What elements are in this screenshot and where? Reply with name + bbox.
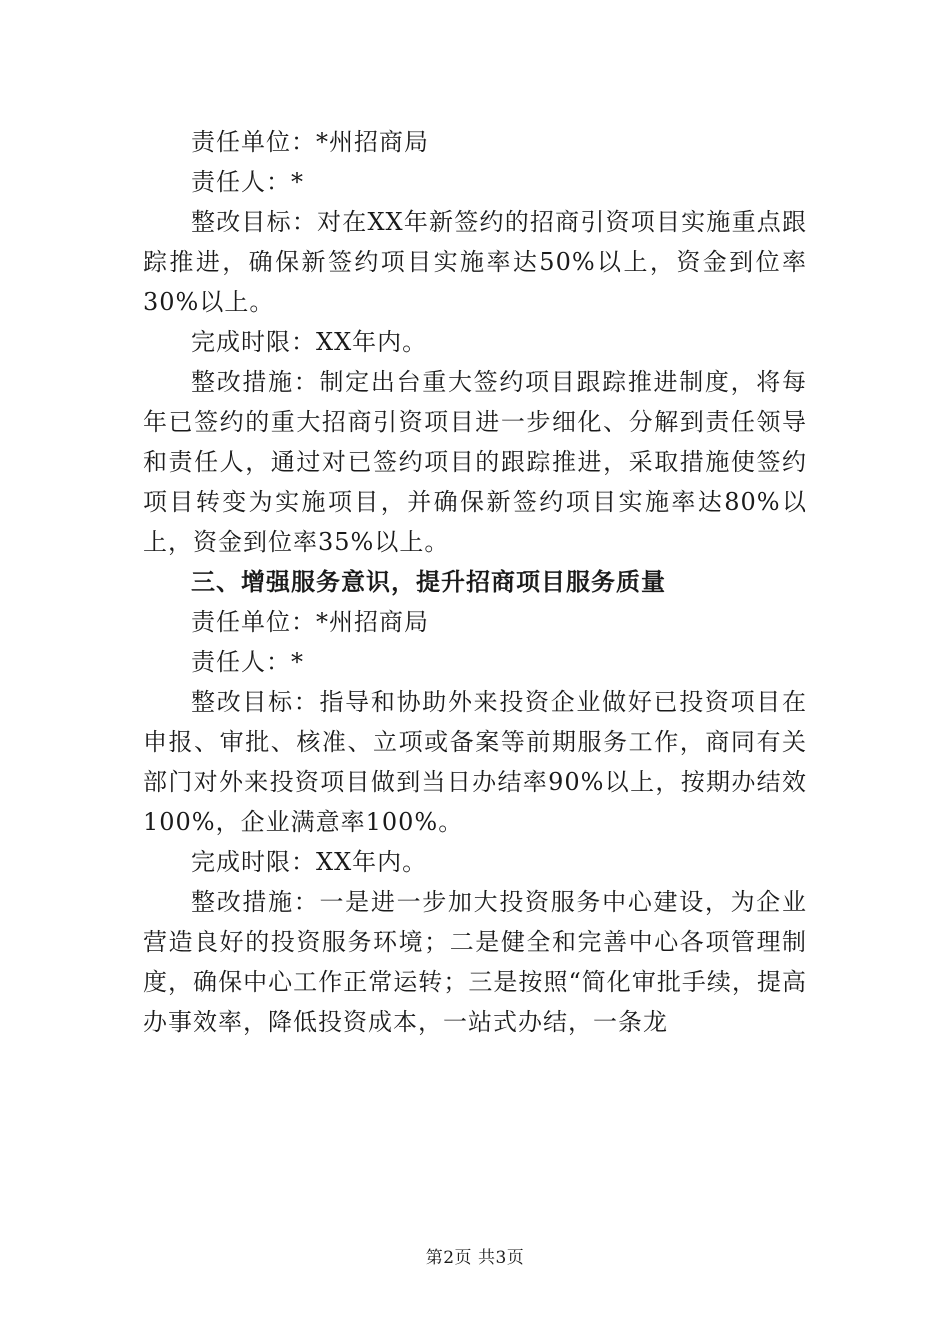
responsible-unit-1: 责任单位：*州招商局 <box>191 128 429 156</box>
deadline-1: 完成时限：XX年内。 <box>191 328 428 356</box>
responsible-person-2: 责任人：* <box>191 648 304 676</box>
document-body <box>143 122 807 1042</box>
deadline-2: 完成时限：XX年内。 <box>191 848 428 876</box>
rectification-measures-2: 整改措施：一是进一步加大投资服务中心建设，为企业营造良好的投资服务环境；二是健全和完善中心各项管理制度，确保中心工作正常运转；三是按照“简化审批手续，提高办事效率，降低投资成本，一站式办结，一条龙 <box>143 888 807 1036</box>
rectification-measures-1: 整改措施：制定出台重大签约项目跟踪推进制度，将每年已签约的重大招商引资项目进一步细化、分解到责任领导和责任人，通过对已签约项目的跟踪推进，采取措施使签约项目转变为实施项目，并确保新签约项目实施率达80%以上，资金到位率35%以上。 <box>143 368 807 556</box>
rectification-goal-2: 整改目标：指导和协助外来投资企业做好已投资项目在申报、审批、核准、立项或备案等前期服务工作，商同有关部门对外来投资项目做到当日办结率90%以上，按期办结效100%，企业满意率100%。 <box>143 688 807 836</box>
section-heading-3: 三、增强服务意识，提升招商项目服务质量 <box>191 568 666 596</box>
responsible-unit-2: 责任单位：*州招商局 <box>191 608 429 636</box>
rectification-goal-1: 整改目标：对在XX年新签约的招商引资项目实施重点跟踪推进，确保新签约项目实施率达50%以上，资金到位率30%以上。 <box>143 208 807 316</box>
page-number: 第2页 共3页 <box>425 1248 525 1268</box>
responsible-person-1: 责任人：* <box>191 168 304 196</box>
